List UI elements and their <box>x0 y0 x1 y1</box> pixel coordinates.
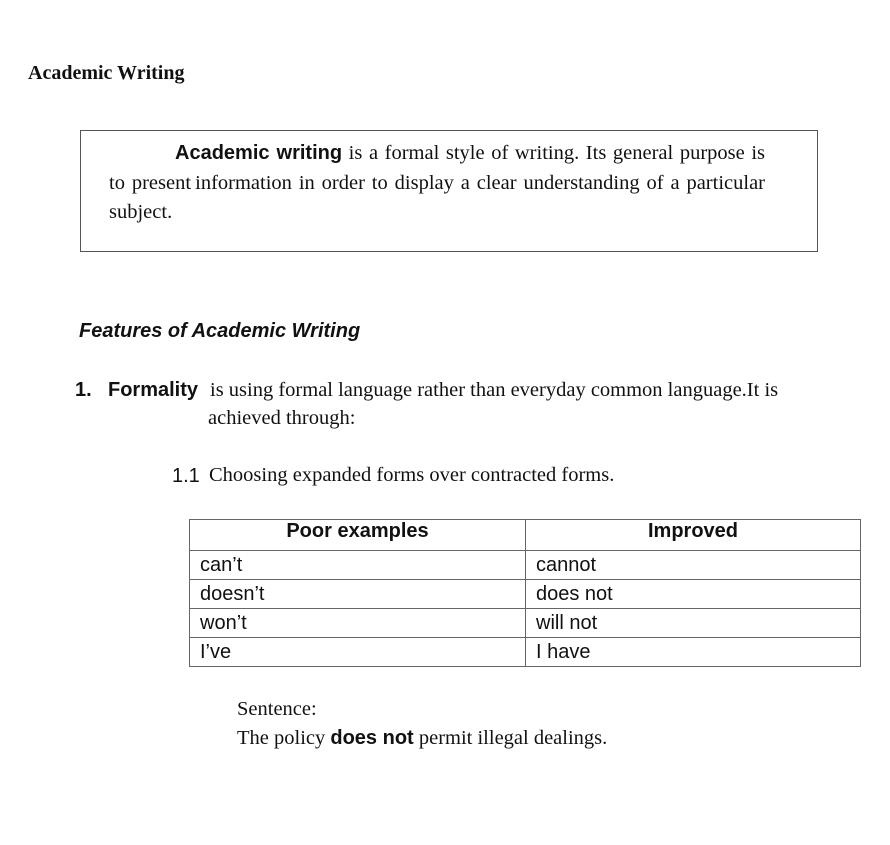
table-row <box>190 609 861 638</box>
sentence-emphasis: does not <box>330 727 414 749</box>
list-item-text-line1: is using formal language rather than everyday common language.It is <box>210 379 779 401</box>
definition-paragraph <box>109 139 765 228</box>
table-cell-improved: cannot <box>526 551 861 580</box>
definition-box <box>80 130 818 252</box>
table-header-row <box>190 520 861 551</box>
sentence-suffix: permit illegal dealings. <box>413 727 608 749</box>
table-cell-poor: can’t <box>190 551 526 580</box>
definition-term: Academic writing <box>175 142 343 164</box>
examples-table <box>189 519 861 667</box>
list-item-term: Formality <box>108 379 199 401</box>
table-row <box>190 551 861 580</box>
section-heading: Features of Academic Writing <box>79 320 361 342</box>
sentence-prefix: The policy <box>237 727 331 749</box>
header-poor-examples: Poor examples <box>190 520 526 551</box>
table-cell-improved: does not <box>526 580 861 609</box>
table-cell-poor: won’t <box>190 609 526 638</box>
table-row <box>190 638 861 667</box>
sentence-label: Sentence: <box>237 698 317 720</box>
table-cell-poor: doesn’t <box>190 580 526 609</box>
sub-item-text: Choosing expanded forms over contracted forms. <box>209 464 615 486</box>
example-sentence <box>237 727 607 750</box>
definition-text: is a formal style of writing. Its general purpose is to present information in order to display a clear understanding of a particular subject. <box>109 142 765 223</box>
document-title: Academic Writing <box>28 62 185 84</box>
header-improved: Improved <box>526 520 861 551</box>
table-cell-improved: I have <box>526 638 861 667</box>
sub-item-number: 1.1 <box>172 465 200 487</box>
list-item-number: 1. <box>75 379 92 401</box>
table-cell-improved: will not <box>526 609 861 638</box>
table-row <box>190 580 861 609</box>
table-cell-poor: I’ve <box>190 638 526 667</box>
list-item-text-line2: achieved through: <box>208 407 356 429</box>
